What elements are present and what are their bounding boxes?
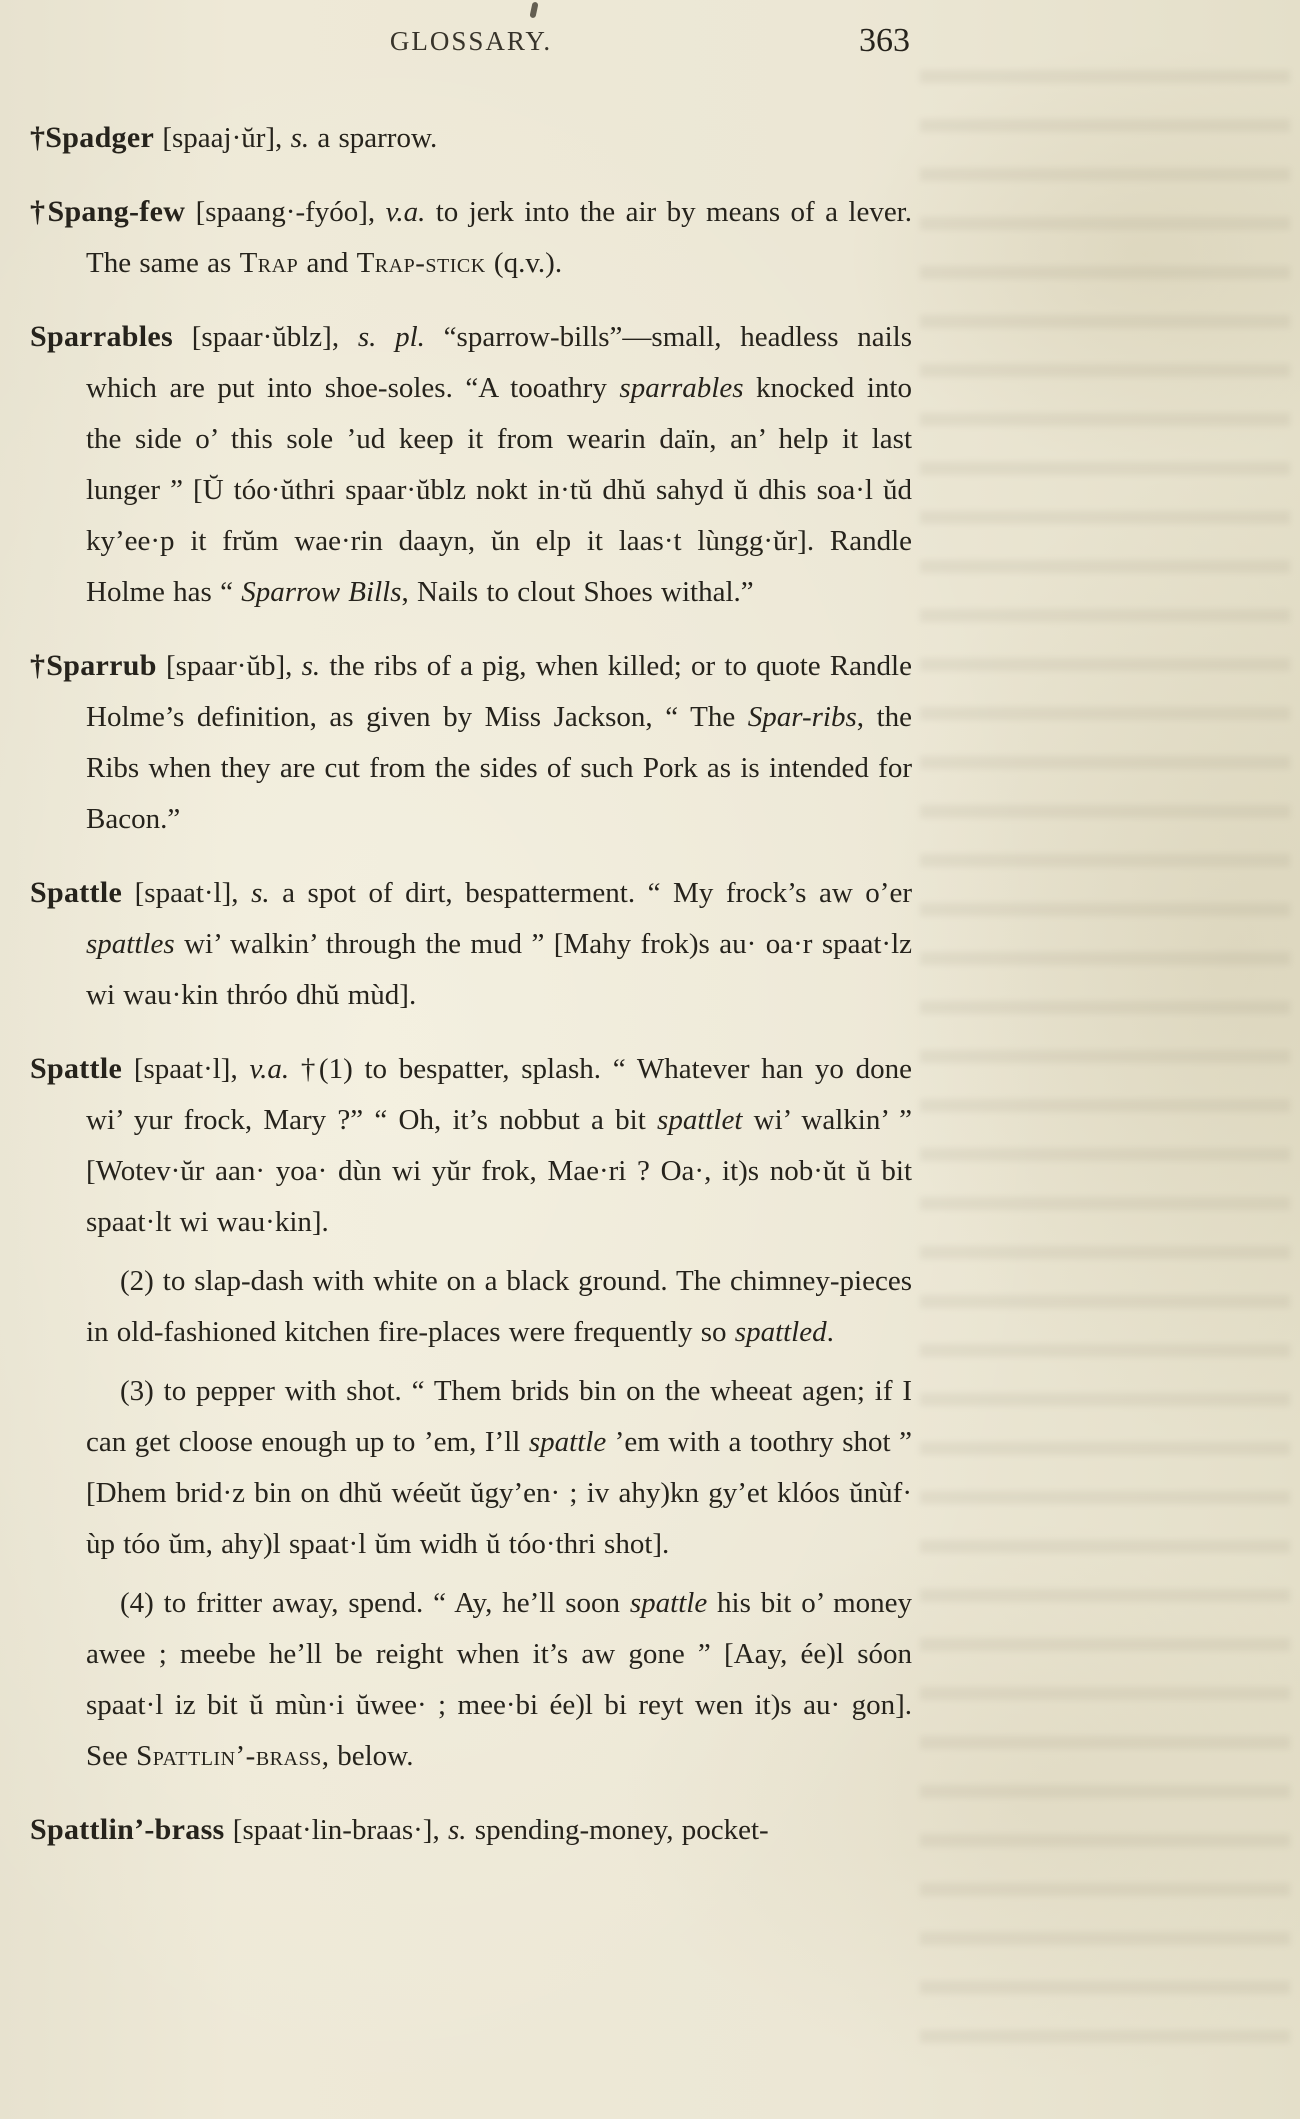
sub-sense-paragraph	[30, 1256, 912, 1358]
body-text: “sparrow-bills”—small, headless nails which are put into shoe-soles. “A tooathry	[86, 321, 912, 404]
glossary-entry	[30, 1043, 912, 1782]
body-text: the ribs of a pig, when killed; or to quote Randle Holme’s definition, as given by Miss Jackson, “ The	[86, 650, 912, 733]
italic-text: s.	[251, 877, 270, 909]
body-text: a sparrow.	[309, 122, 438, 154]
italic-text: sparrables	[619, 372, 744, 404]
entry-paragraph	[30, 311, 912, 618]
body-text: and	[298, 247, 357, 279]
body-text: [spaar·ŭb],	[156, 650, 302, 682]
body-text: , below.	[321, 1740, 414, 1772]
body-text: †(1) to bespatter, splash. “ Whatever han yo done wi’ yur frock, Mary ?” “ Oh, it’s nobbut a bit	[86, 1053, 912, 1136]
italic-text: spattle	[528, 1426, 607, 1458]
body-text: (2) to slap-dash with white on a black ground. The chimney-pieces in old-fashioned kitchen fire-places were frequently so	[86, 1265, 912, 1348]
glossary-entry	[30, 311, 912, 618]
body-text: [spaar·ŭblz],	[173, 321, 358, 353]
body-text: [spaat·l],	[122, 1053, 250, 1085]
smallcaps-reference: Trap-stick	[356, 247, 486, 279]
glossary-entry	[30, 186, 912, 289]
glossary-entry	[30, 1804, 912, 1856]
body-text: his bit o’ money awee ; meebe he’ll be reight when it’s aw gone ” [Aay, ée)l sóon spaat·l iz bit ŭ mùn·i ŭwee· ; mee·bi ée)l bi reyt wen it)s au· gon]. See	[86, 1587, 912, 1772]
body-text: wi’ walkin’ ” [Wotev·ŭr aan· yoa· dùn wi yŭr frok, Mae·ri ? Oa·, it)s nob·ŭt ŭ bit spaat·lt wi wau·kin].	[86, 1104, 912, 1238]
headword: Spattle	[30, 876, 123, 909]
smallcaps-reference: Spattlin’-brass	[136, 1740, 322, 1772]
entry-paragraph	[30, 186, 912, 289]
italic-text: s.	[447, 1814, 467, 1846]
headword: Sparrables	[30, 320, 174, 353]
italic-text: Sparrow Bills	[241, 576, 402, 608]
body-text: knocked into the side o’ this sole ’ud keep it from wearin daïn, an’ help it last lunger ” [Ŭ tóo·ŭthri spaar·ŭblz nokt in·tŭ dhŭ sahyd ŭ dhis soa·l ŭd ky’ee·p it frŭm wae·rin daayn, ŭn elp it laas·t lùngg·ŭr]. Randle Holme has “	[86, 372, 912, 608]
body-text: .	[826, 1316, 834, 1348]
italic-text: spattlet	[657, 1104, 743, 1136]
headword: †Spadger	[30, 121, 155, 154]
italic-text: s.	[301, 650, 321, 682]
entry-paragraph	[30, 1804, 912, 1856]
italic-text: spattles	[86, 928, 175, 960]
body-text: (3) to pepper with shot. “ Them brids bin on the wheeat agen; if I can get cloose enough up to ’em, I’ll	[86, 1375, 912, 1458]
body-text: , the Ribs when they are cut from the sides of such Pork as is intended for Bacon.”	[86, 701, 912, 835]
body-text: [spaat·lin-braas·],	[224, 1814, 448, 1846]
page-header	[30, 22, 912, 70]
body-text: to jerk into the air by means of a lever. The same as	[86, 196, 912, 279]
glossary-entry	[30, 640, 912, 845]
body-text: ’em with a toothry shot ” [Dhem brid·z bin on dhŭ wéeŭt ŭgy’en· ; iv ahy)kn gy’et klóos ŭnùf· ùp tóo ŭm, ahy)l spaat·l ŭm widh ŭ tóo·thri shot].	[86, 1426, 912, 1560]
italic-text: s. pl.	[357, 321, 425, 353]
glossary-entry	[30, 112, 912, 164]
headword: †Sparrub	[30, 649, 157, 682]
headword: †Spang-few	[30, 195, 186, 228]
sub-sense-paragraph	[30, 1366, 912, 1570]
body-text: , Nails to clout Shoes withal.”	[401, 576, 754, 608]
italic-text: v.a.	[249, 1053, 290, 1085]
italic-text: s.	[290, 122, 310, 154]
entry-paragraph	[30, 867, 912, 1021]
smallcaps-reference: Trap	[239, 247, 299, 279]
running-head: GLOSSARY.	[389, 26, 553, 56]
glossary-entries	[30, 112, 912, 1856]
italic-text: spattle	[629, 1587, 708, 1619]
body-text: wi’ walkin’ through the mud ” [Mahy frok)s au· oa·r spaat·lz wi wau·kin thróo dhŭ mùd].	[86, 928, 912, 1011]
body-text: (q.v.).	[485, 247, 563, 279]
page-number: 363	[859, 22, 910, 59]
body-text: [spaaj·ŭr],	[154, 122, 291, 154]
body-text: (4) to fritter away, spend. “ Ay, he’ll soon	[120, 1587, 630, 1619]
italic-text: Spar-ribs	[747, 701, 857, 733]
body-text: [spaang·-fyóo],	[185, 196, 386, 228]
glossary-entry	[30, 867, 912, 1021]
body-text: a spot of dirt, bespatterment. “ My frock’s aw o’er	[269, 877, 912, 909]
body-text: spending-money, pocket-	[466, 1814, 769, 1846]
entry-paragraph	[30, 112, 912, 164]
entry-paragraph	[30, 640, 912, 845]
text-block	[30, 22, 912, 1856]
italic-text: spattled	[734, 1316, 827, 1348]
body-text: [spaat·l],	[122, 877, 252, 909]
headword: Spattle	[30, 1052, 123, 1085]
sub-sense-paragraph	[30, 1578, 912, 1782]
italic-text: v.a.	[385, 196, 426, 228]
headword: Spattlin’-brass	[30, 1813, 225, 1846]
entry-paragraph	[30, 1043, 912, 1248]
